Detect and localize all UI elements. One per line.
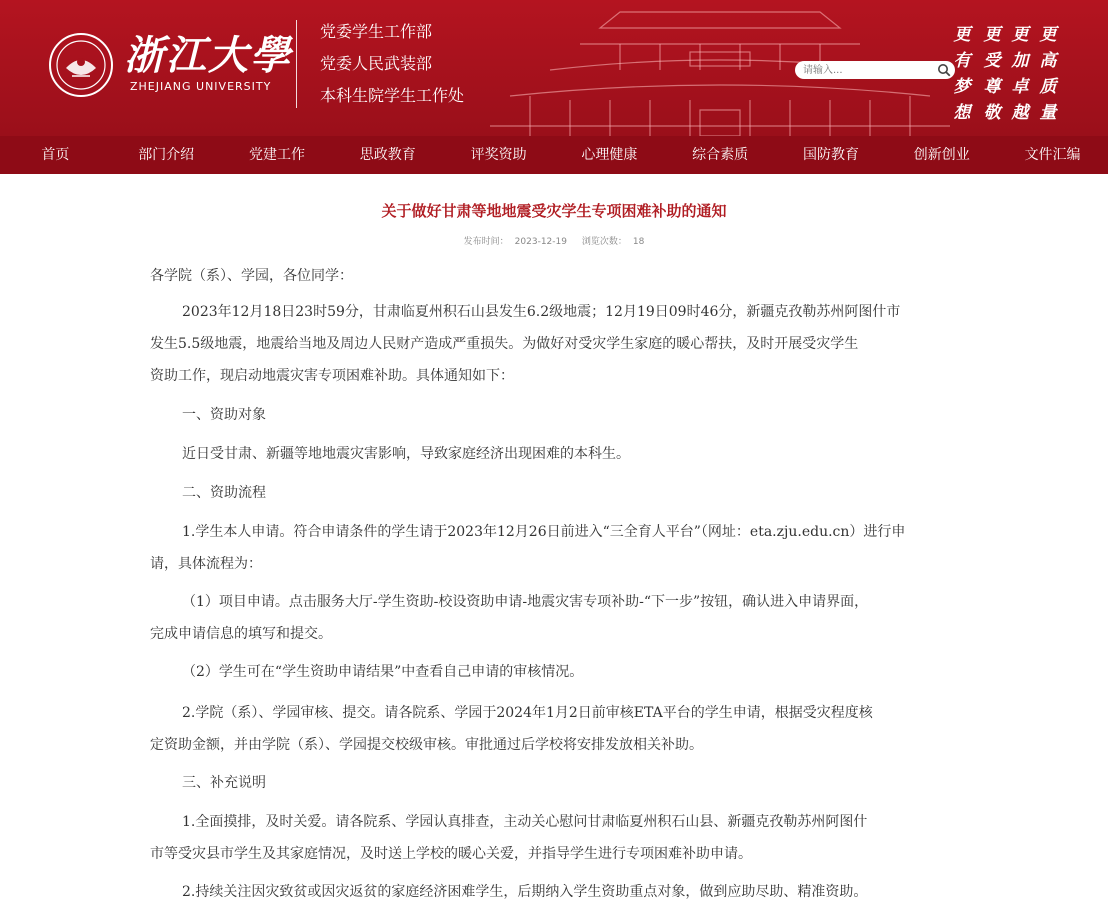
- dept-name-1: 党委学生工作部: [320, 22, 433, 41]
- paragraph-line: 2.学院（系）、学园审核、提交。请各院系、学园于2024年1月2日前审核ETA平台的学生申请，根据受灾程度核: [182, 705, 873, 721]
- paragraph-line: （1）项目申请。点击服务大厅-学生资助-校设资助申请-地震灾害专项补助-“下一步”按钮，确认进入申请界面，: [182, 594, 869, 610]
- university-name: 浙江大學: [124, 32, 292, 79]
- nav-item-defense[interactable]: 国防教育: [802, 147, 859, 163]
- university-name-en: ZHEJIANG UNIVERSITY: [130, 80, 272, 93]
- nav-item-home[interactable]: 首页: [41, 147, 70, 163]
- motto-column-4: 更 高 质 量: [1039, 25, 1057, 123]
- paragraph-line: 1.全面摸排，及时关爱。请各院系、学园认真排查，主动关心慰问甘肃临夏州积石山县、新疆克孜勒苏州阿图什: [182, 814, 868, 830]
- publish-date: 2023-12-19: [514, 237, 567, 247]
- section-heading-2: 二、资助流程: [182, 485, 266, 501]
- section-heading-1: 一、资助对象: [182, 407, 266, 423]
- paragraph-line: 2023年12月18日23时59分，甘肃临夏州积石山县发生6.2级地震；12月19日09时46分，新疆克孜勒苏州阿图什市: [182, 304, 901, 320]
- paragraph-line: 市等受灾县市学生及其家庭情况，及时送上学校的暖心关爱，并指导学生进行专项困难补助申请。: [150, 846, 752, 862]
- dept-name-2: 党委人民武装部: [320, 54, 433, 73]
- motto-column-2: 更 受 尊 敬: [983, 25, 1001, 123]
- view-count: 18: [632, 237, 645, 247]
- greeting: 各学院（系）、学园，各位同学：: [150, 268, 353, 284]
- article-title: 关于做好甘肃等地地震受灾学生专项困难补助的通知: [381, 202, 727, 220]
- nav-item-innovation[interactable]: 创新创业: [913, 147, 970, 163]
- nav-item-mental-health[interactable]: 心理健康: [581, 147, 638, 163]
- article-meta: [0, 234, 1108, 247]
- search-box: [795, 61, 955, 79]
- paragraph-line: 2.持续关注因灾致贫或因灾返贫的家庭经济困难学生，后期纳入学生资助重点对象，做到应助尽助、精准资助。: [182, 884, 868, 900]
- search-icon[interactable]: [937, 63, 951, 77]
- motto-column-1: 更 有 梦 想: [953, 25, 971, 123]
- main-nav: [0, 136, 1108, 174]
- university-seal-logo: [48, 32, 114, 98]
- dept-name-3: 本科生院学生工作处: [320, 86, 465, 105]
- section-heading-3: 三、补充说明: [182, 775, 266, 791]
- paragraph-line: 请，具体流程为：: [150, 556, 262, 572]
- paragraph-line: 定资助金额，并由学院（系）、学园提交校级审核。审批通过后学校将安排发放相关补助。: [150, 737, 703, 753]
- motto-column-3: 更 加 卓 越: [1011, 25, 1029, 123]
- nav-item-awards-aid[interactable]: 评奖资助: [470, 147, 527, 163]
- nav-item-quality[interactable]: 综合素质: [692, 147, 749, 163]
- paragraph-line: 完成申请信息的填写和提交。: [150, 626, 332, 642]
- nav-item-documents[interactable]: 文件汇编: [1024, 147, 1081, 163]
- view-count-label: 浏览次数： 18: [581, 237, 645, 247]
- paragraph-line: 1.学生本人申请。符合申请条件的学生请于2023年12月26日前进入“三全育人平台”（网址：eta.zju.edu.cn）进行申: [182, 524, 906, 540]
- header-divider: [296, 20, 297, 108]
- paragraph-line: （2）学生可在“学生资助申请结果”中查看自己申请的审核情况。: [182, 664, 584, 680]
- nav-item-party[interactable]: 党建工作: [248, 147, 305, 163]
- paragraph-line: 资助工作，现启动地震灾害专项困难补助。具体通知如下：: [150, 368, 514, 384]
- nav-item-ideology[interactable]: 思政教育: [359, 147, 416, 163]
- search-input[interactable]: [803, 62, 931, 78]
- publish-date-label: 发布时间： 2023-12-19: [463, 237, 567, 247]
- nav-item-about[interactable]: 部门介绍: [138, 147, 195, 163]
- site-header: [0, 0, 1108, 136]
- paragraph-line: 近日受甘肃、新疆等地地震灾害影响，导致家庭经济出现困难的本科生。: [182, 446, 630, 462]
- paragraph-line: 发生5.5级地震，地震给当地及周边人民财产造成严重损失。为做好对受灾学生家庭的暖心帮扶，及时开展受灾学生: [150, 336, 859, 352]
